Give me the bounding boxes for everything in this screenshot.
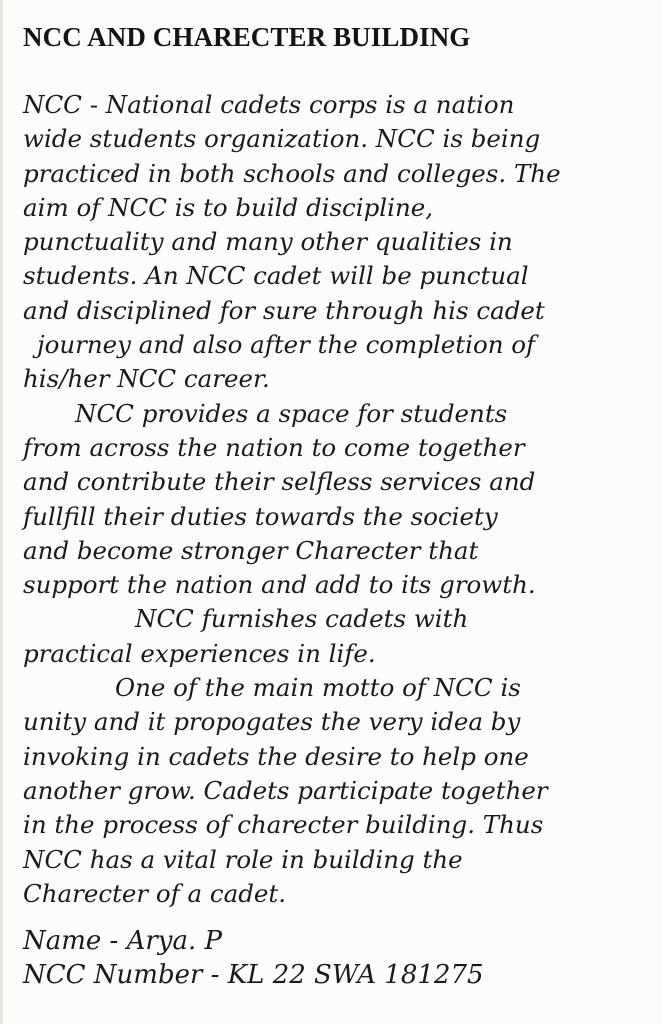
author-name: Name - Arya. P: [23, 926, 223, 956]
essay-line: and become stronger Charecter that: [23, 535, 479, 565]
essay-line: invoking in cadets the desire to help one: [23, 741, 529, 771]
essay-line: aim of NCC is to build discipline,: [23, 192, 434, 222]
paragraph-3-start: NCC furnishes cadets with: [135, 604, 469, 634]
essay-line: in the process of charecter building. Thus: [23, 810, 544, 840]
essay-line: support the nation and add to its growth.: [23, 570, 536, 600]
essay-line: and contribute their selfless services and: [23, 467, 536, 497]
essay-line: NCC has a vital role in building the: [23, 844, 463, 874]
essay-line: from across the nation to come together: [23, 432, 525, 462]
signature-block: [23, 924, 484, 992]
essay-line: wide students organization. NCC is being: [23, 124, 541, 154]
essay-line: and disciplined for sure through his cadet: [23, 295, 545, 325]
document-title: NCC AND CHARECTER BUILDING: [23, 22, 471, 52]
essay-line: NCC - National cadets corps is a nation: [23, 90, 515, 119]
essay-line: practiced in both schools and colleges. The: [23, 158, 561, 188]
essay-line: Charecter of a cadet.: [23, 878, 287, 908]
essay-line: fullfill their duties towards the society: [23, 501, 498, 531]
essay-line: punctuality and many other qualities in: [23, 227, 513, 257]
essay-line: journey and also after the completion of: [37, 330, 536, 360]
essay-line: his/her NCC career.: [23, 364, 270, 394]
paragraph-2-start: NCC provides a space for students: [75, 398, 508, 428]
paragraph-4-start: One of the main motto of NCC is: [115, 673, 521, 703]
essay-body: [23, 88, 653, 911]
essay-line: another grow. Cadets participate together: [23, 775, 548, 805]
essay-line: practical experiences in life.: [23, 638, 376, 668]
essay-line: unity and it propogates the very idea by: [23, 707, 521, 737]
ncc-number: NCC Number - KL 22 SWA 181275: [23, 960, 484, 990]
essay-line: students. An NCC cadet will be punctual: [23, 261, 529, 291]
